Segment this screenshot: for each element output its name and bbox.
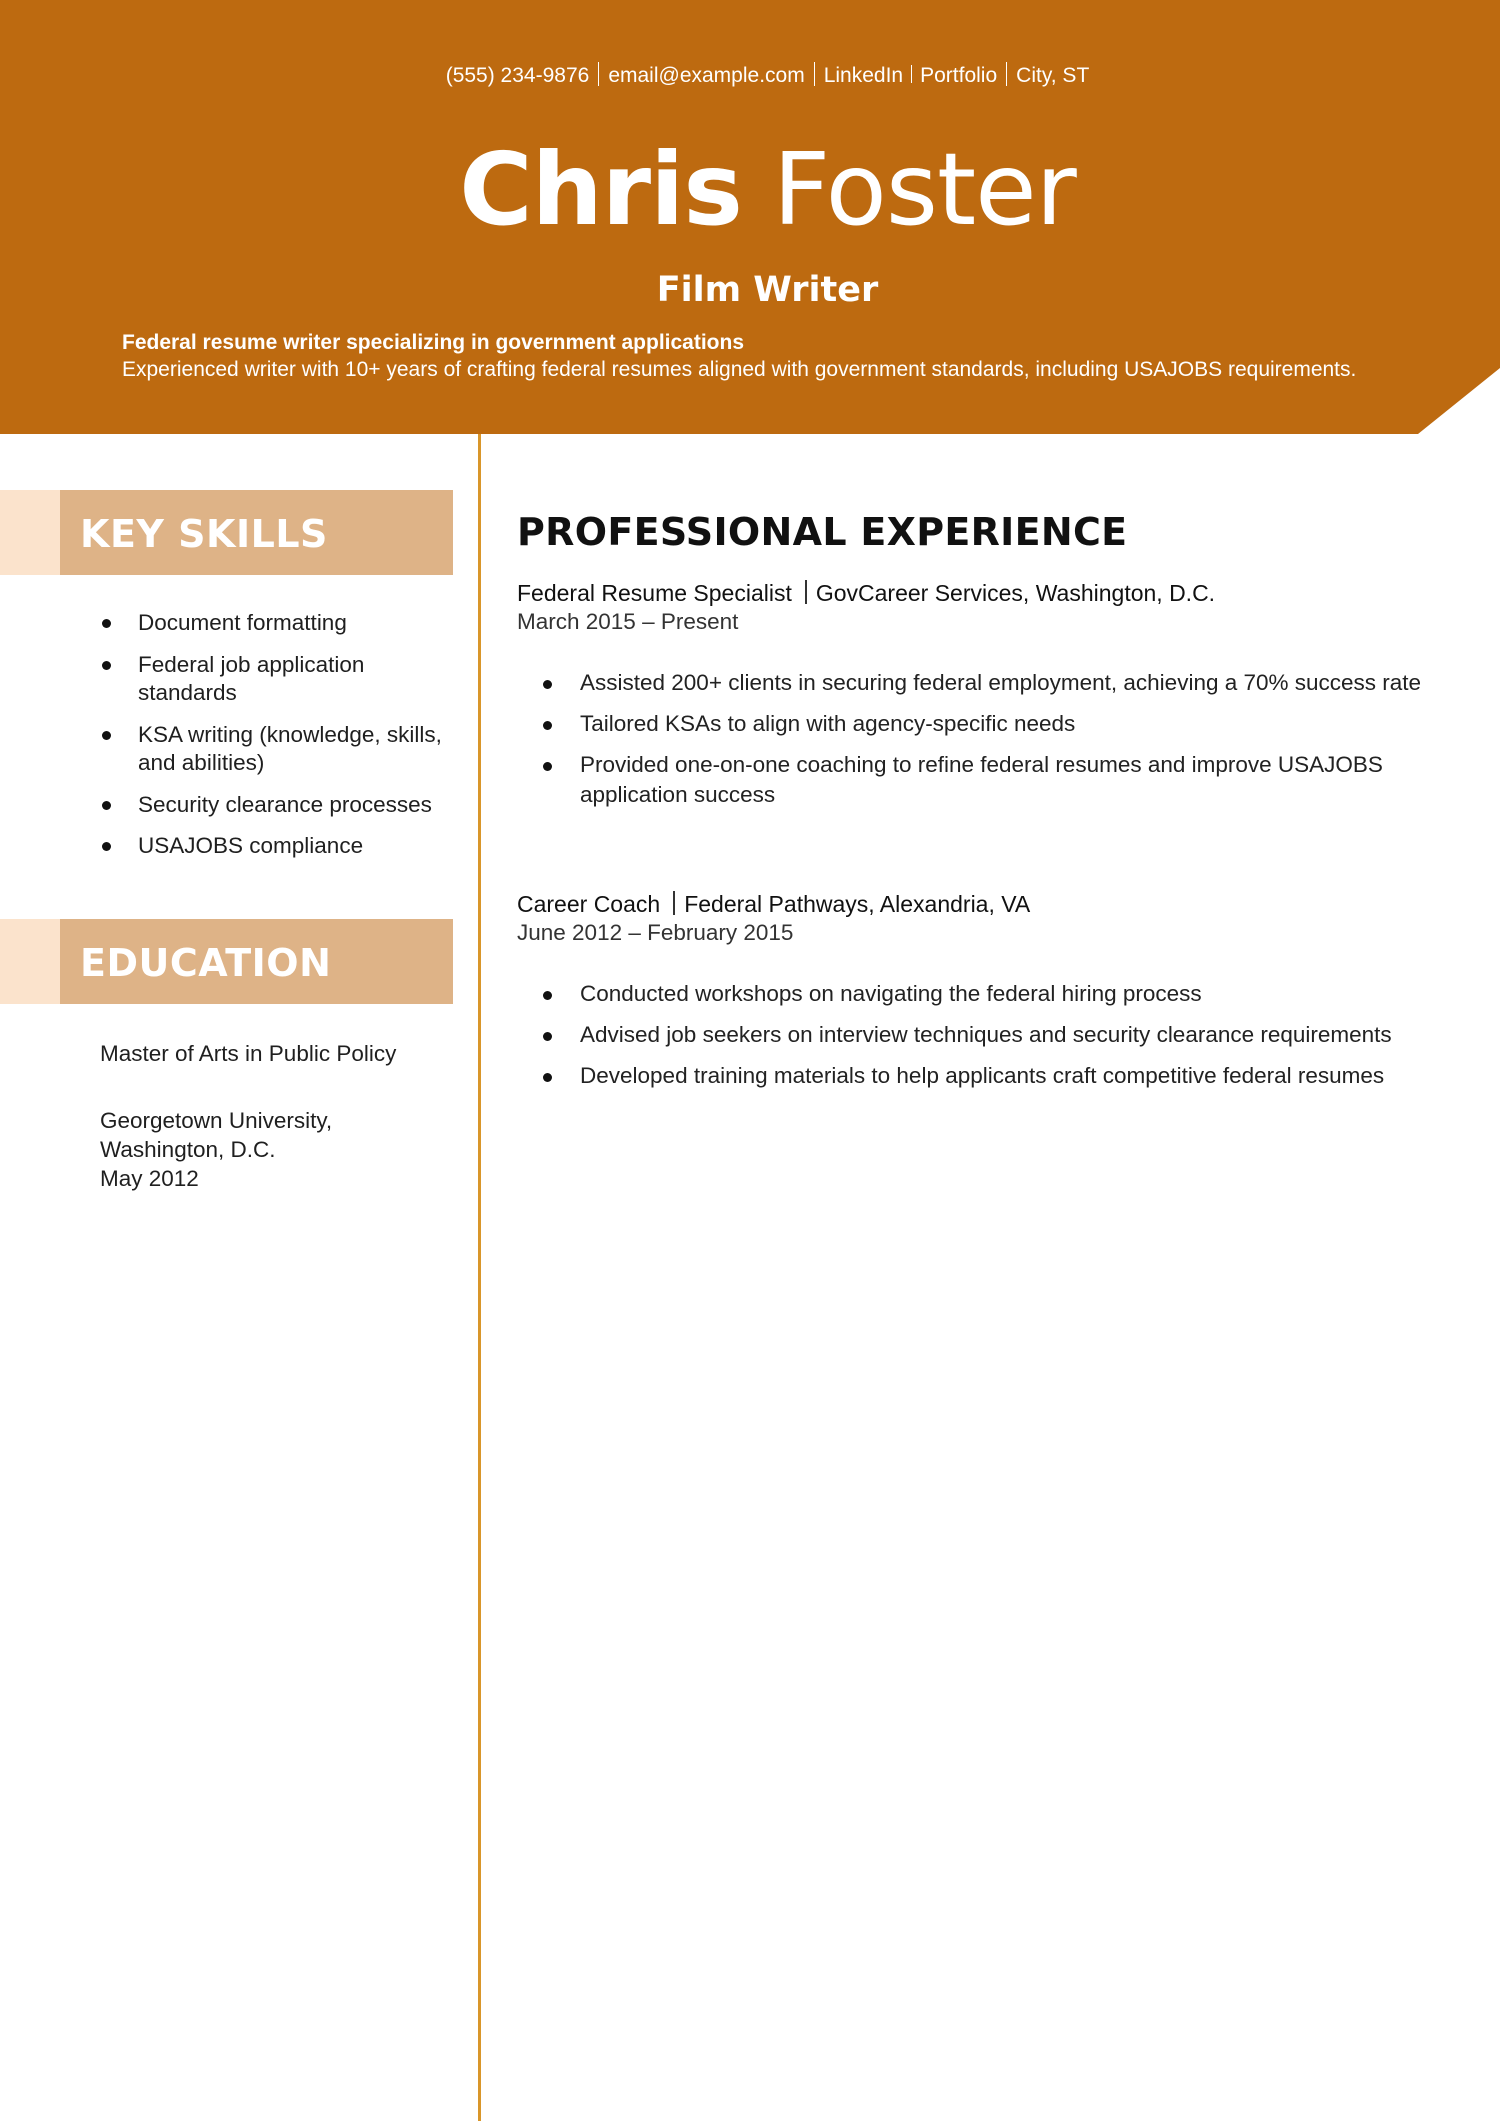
bullet-icon: [102, 731, 111, 740]
skill-text: USAJOBS compliance: [138, 833, 364, 858]
tagline: Federal resume writer specializing in government applications: [122, 331, 745, 354]
job-dates: June 2012 – February 2015: [517, 920, 794, 945]
portfolio-link[interactable]: Portfolio: [920, 64, 998, 87]
job-position: Federal Resume Specialist: [517, 580, 792, 606]
job-header: [517, 891, 1030, 918]
list-item: [540, 750, 1470, 810]
education-school: Georgetown University,: [100, 1108, 333, 1133]
bullet-icon: [102, 842, 111, 851]
separator: [911, 65, 912, 83]
list-item: [100, 791, 460, 820]
job-bullets: [540, 668, 1470, 821]
separator: [598, 62, 599, 86]
summary: Experienced writer with 10+ years of crafting federal resumes aligned with government standards, including USAJOBS requirements.: [122, 358, 1357, 381]
bullet-icon: [543, 721, 552, 730]
section-accent: [0, 919, 60, 1004]
education-section-header: [0, 919, 453, 1004]
linkedin-link[interactable]: LinkedIn: [823, 64, 904, 87]
first-name: Chris: [459, 131, 742, 248]
phone: (555) 234-9876: [445, 64, 590, 87]
job-header: [517, 580, 1215, 607]
bullet-text: Conducted workshops on navigating the federal hiring process: [580, 981, 1202, 1006]
list-item: [540, 668, 1470, 698]
list-item: [540, 1061, 1470, 1091]
separator: [805, 580, 807, 604]
bullet-text: Tailored KSAs to align with agency-specific needs: [580, 711, 1076, 736]
bullet-icon: [102, 801, 111, 810]
education-location: Washington, D.C.: [100, 1137, 276, 1162]
separator: [673, 891, 675, 915]
list-item: [100, 832, 460, 861]
job-position: Career Coach: [517, 891, 661, 917]
bullet-icon: [543, 1073, 552, 1082]
bullet-icon: [102, 619, 111, 628]
education-degree: Master of Arts in Public Policy: [100, 1041, 397, 1066]
skill-text: KSA writing (knowledge, skills, and abilities): [138, 721, 442, 775]
last-name: Foster: [772, 131, 1076, 248]
job-company: Federal Pathways, Alexandria, VA: [684, 891, 1031, 917]
skill-text: Federal job application standards: [138, 651, 365, 705]
contact-line: [0, 62, 1500, 88]
job-dates: March 2015 – Present: [517, 609, 739, 634]
skills-section-header: [0, 490, 453, 575]
list-item: [540, 709, 1470, 739]
location: City, ST: [1016, 64, 1090, 87]
column-divider: [478, 434, 481, 2121]
education-heading: EDUCATION: [80, 941, 332, 985]
bullet-icon: [543, 991, 552, 1000]
experience-heading: PROFESSIONAL EXPERIENCE: [517, 510, 1128, 554]
bullet-icon: [543, 680, 552, 689]
education-date: May 2012: [100, 1166, 199, 1191]
list-item: [540, 979, 1470, 1009]
skill-text: Document formatting: [138, 610, 347, 635]
bullet-text: Assisted 200+ clients in securing federal employment, achieving a 70% success rate: [580, 670, 1422, 695]
bullet-text: Advised job seekers on interview techniques and security clearance requirements: [580, 1022, 1392, 1047]
bullet-text: Provided one-on-one coaching to refine federal resumes and improve USAJOBS application success: [580, 752, 1383, 807]
email-link[interactable]: email@example.com: [608, 64, 805, 87]
bullet-icon: [543, 762, 552, 771]
bullet-icon: [102, 661, 111, 670]
job-bullets: [540, 979, 1470, 1102]
skills-list: [100, 609, 460, 874]
job-title-heading: Film Writer: [656, 270, 879, 310]
separator: [814, 62, 815, 86]
list-item: [100, 721, 460, 778]
section-accent: [0, 490, 60, 575]
bullet-icon: [543, 1032, 552, 1041]
list-item: [540, 1020, 1470, 1050]
skills-heading: KEY SKILLS: [80, 512, 328, 556]
list-item: [100, 609, 460, 638]
separator: [1006, 62, 1007, 86]
bullet-text: Developed training materials to help applicants craft competitive federal resumes: [580, 1063, 1385, 1088]
job-company: GovCareer Services, Washington, D.C.: [815, 580, 1216, 606]
list-item: [100, 651, 460, 708]
candidate-name: [0, 130, 1500, 250]
skill-text: Security clearance processes: [138, 791, 432, 817]
